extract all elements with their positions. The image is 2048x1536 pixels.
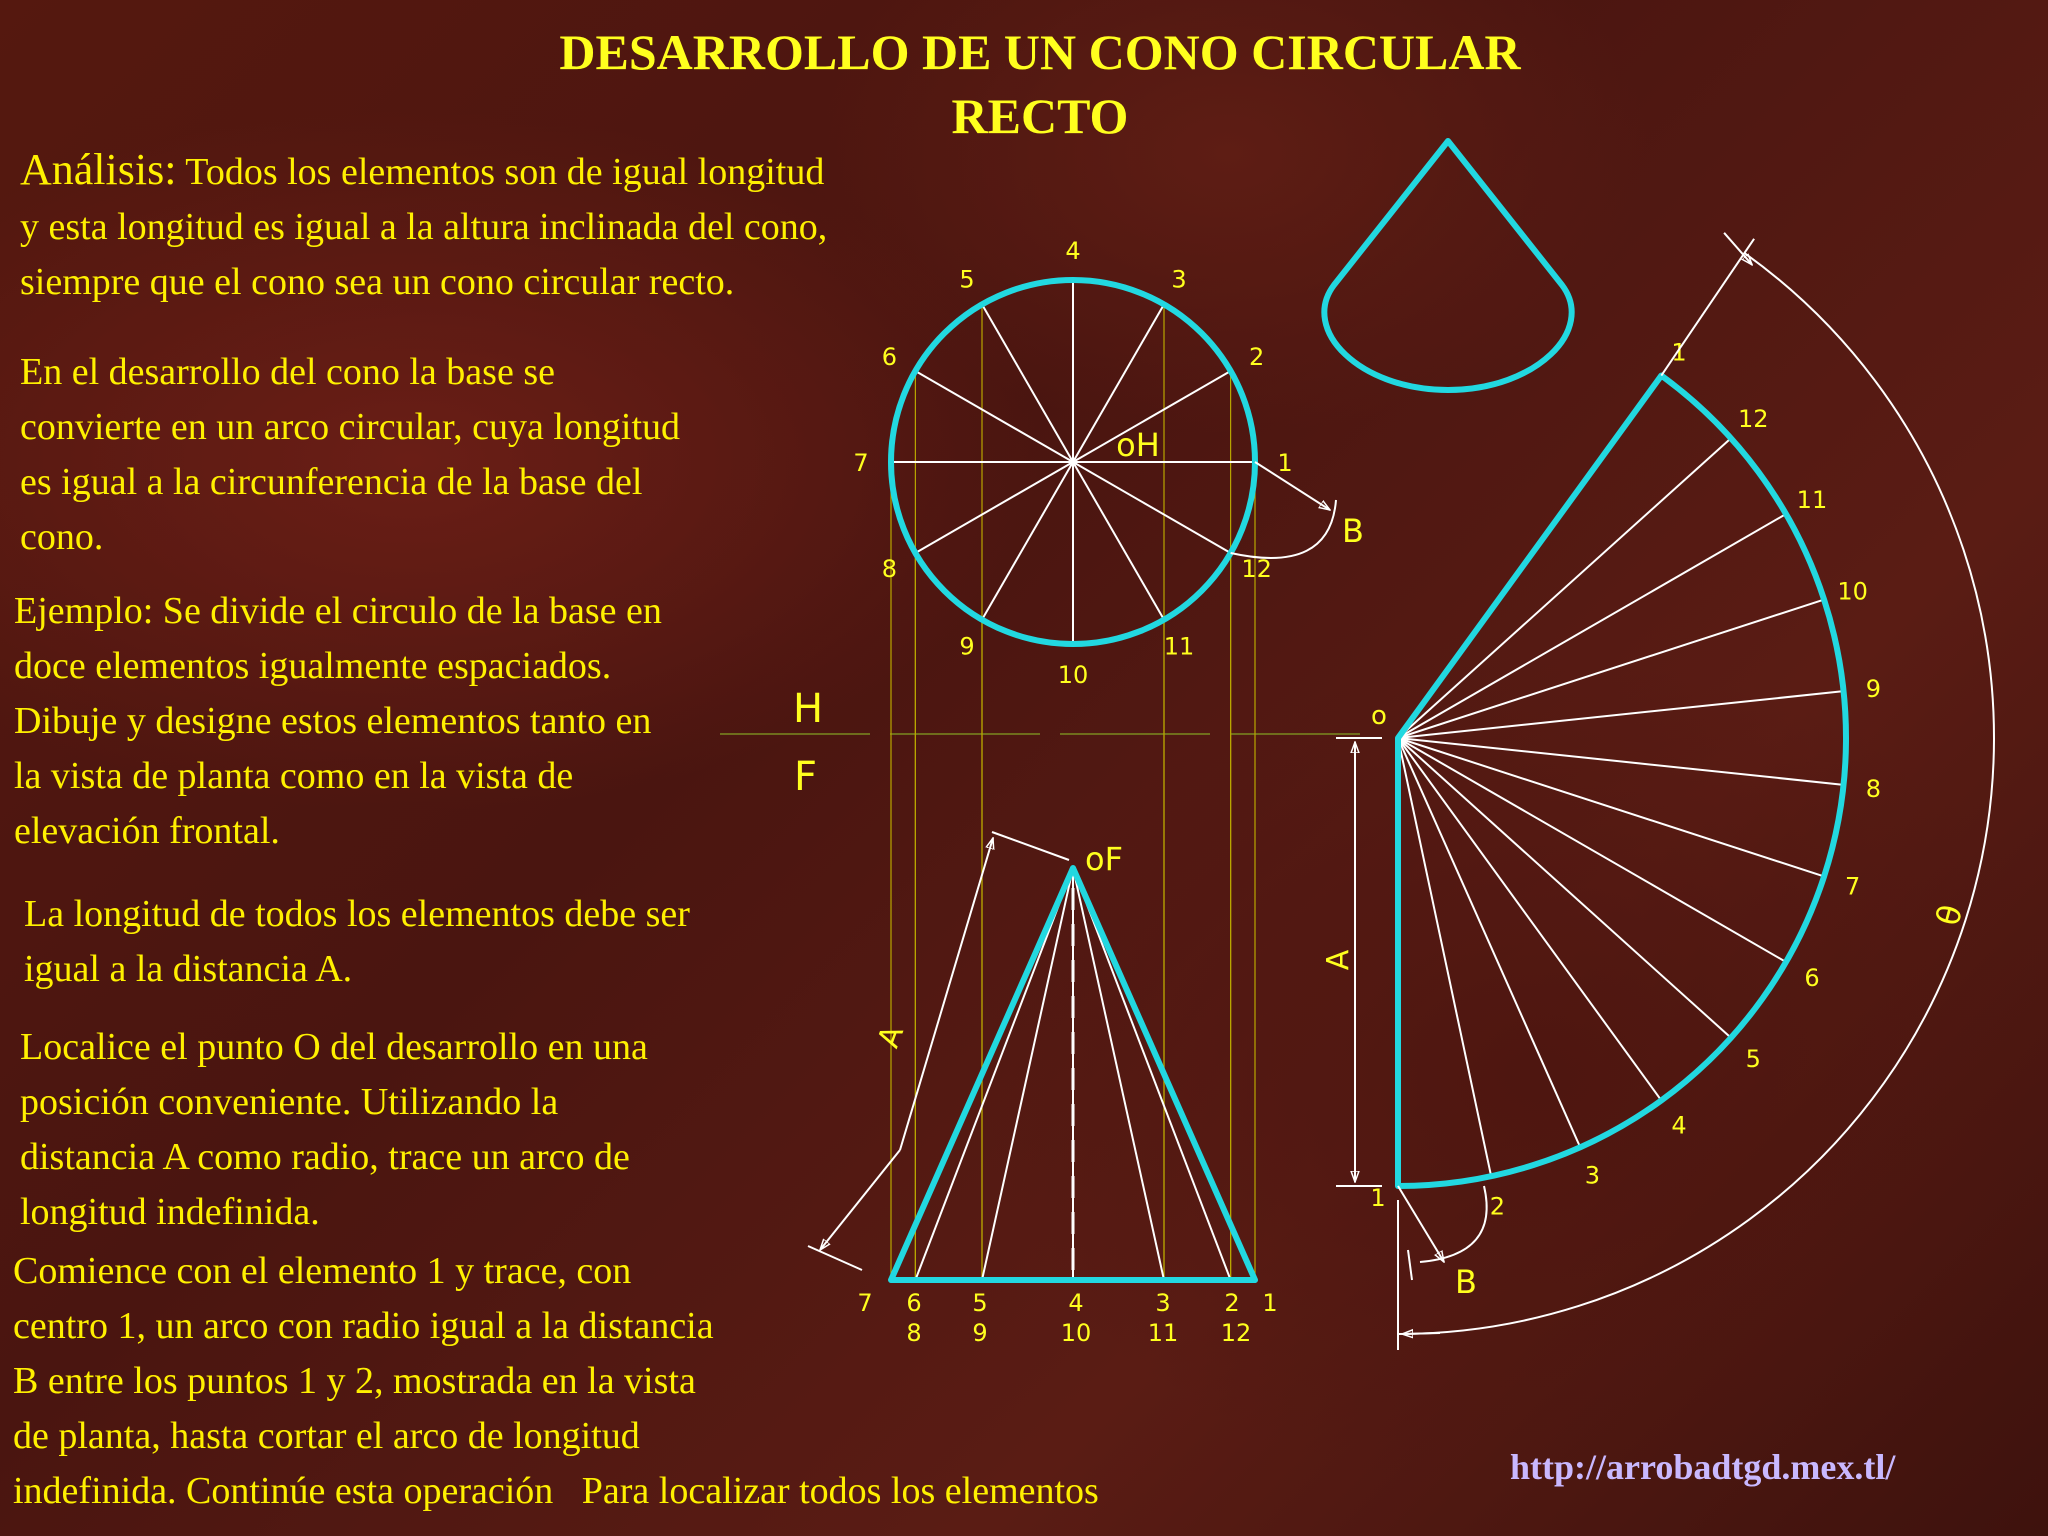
dev-element-line (1398, 691, 1844, 738)
p5-line-4: longitud indefinida. (20, 1191, 320, 1233)
cone-pictorial-outline (1324, 141, 1571, 390)
plan-point-label: 12 (1241, 555, 1272, 583)
dev-point-label: 8 (1865, 774, 1882, 803)
dev-origin-label: o (1371, 701, 1387, 731)
p2-line-2: convierte en un arco circular, cuya longitud (20, 406, 681, 448)
elev-apex-label: oF (1085, 840, 1123, 878)
dev-dim-b-arc (1420, 1186, 1487, 1262)
plan-point-label: 8 (881, 555, 898, 583)
dev-point-label: 12 (1737, 405, 1769, 434)
plan-point-label: 3 (1171, 265, 1187, 294)
dev-element-line (1398, 438, 1731, 738)
p3-line-5: elevación frontal. (14, 810, 280, 852)
plan-point-label: 7 (853, 449, 869, 477)
analysis-label: Análisis: (20, 145, 177, 194)
dev-point-label: 11 (1796, 486, 1828, 514)
plan-point-label: 6 (881, 343, 898, 371)
p6-line-1: Comience con el elemento 1 y trace, con (13, 1250, 632, 1292)
title-line-2: RECTO (951, 88, 1129, 144)
theta-arrow-bottom (1402, 1333, 1440, 1334)
elev-label-row1: 6 (906, 1289, 922, 1317)
theta-ext-top (1661, 239, 1754, 376)
dev-element-line (1398, 738, 1580, 1147)
analysis-line-2: y esta longitud es igual a la altura inclinada del cono, (20, 206, 828, 248)
dev-element-line (1398, 600, 1824, 738)
analysis-line-3: siempre que el cono sea un cono circular recto. (20, 261, 735, 303)
p2-line-4: cono. (20, 516, 104, 558)
dev-element-line (1398, 738, 1786, 962)
theta-arc (1398, 253, 1994, 1334)
plan-point-label: 9 (959, 632, 975, 661)
dev-element-line (1398, 738, 1731, 1038)
p3-line-1: Ejemplo: Se divide el circulo de la base en (14, 590, 662, 632)
view-label-h: H (793, 686, 824, 732)
dim-a-line-up (900, 838, 993, 1150)
dev-dim-b-label: B (1455, 1263, 1477, 1301)
dev-point-label: 4 (1671, 1111, 1687, 1140)
theta-label: θ (1928, 900, 1971, 930)
p3-line-4: la vista de planta como en la vista de (14, 755, 574, 797)
dev-point-label: 6 (1804, 964, 1820, 992)
dev-dim-a-label: A (1321, 949, 1356, 971)
elev-label-row2: 12 (1220, 1319, 1252, 1347)
elev-label-row2: 10 (1060, 1319, 1092, 1347)
elev-label-row2: 9 (972, 1319, 988, 1347)
dev-point-label: 10 (1837, 577, 1868, 606)
development-view (1321, 233, 1994, 1350)
dim-b-label-plan: B (1342, 512, 1364, 550)
elev-label-row1: 1 (1262, 1289, 1278, 1317)
dim-a-line-down (820, 1150, 900, 1250)
dev-point-label: 3 (1584, 1161, 1601, 1190)
dim-a-ext-top (992, 832, 1069, 860)
p5-line-1: Localice el punto O del desarrollo en una (20, 1026, 648, 1068)
p3-line-2: doce elementos igualmente espaciados. (14, 645, 612, 687)
elev-element-line (982, 868, 1073, 1280)
elev-element-line (1073, 868, 1164, 1280)
p6-line-5: indefinida. Continúe esta operación Para localizar todos los elementos (13, 1470, 1099, 1512)
plan-point-label: 1 (1277, 449, 1293, 477)
dev-point-label: 1 (1370, 1184, 1386, 1212)
elev-label-row1: 2 (1224, 1289, 1240, 1317)
dev-element-line (1398, 738, 1844, 785)
p4-line-2: igual a la distancia A. (24, 948, 353, 990)
elev-element-line (1073, 868, 1231, 1280)
plan-point-label: 4 (1065, 237, 1081, 265)
elev-label-row1: 4 (1068, 1289, 1084, 1317)
dev-sector-outline (1398, 376, 1846, 1186)
dev-point-label: 5 (1745, 1044, 1761, 1073)
title-line-1: DESARROLLO DE UN CONO CIRCULAR (559, 24, 1521, 80)
p3-line-3: Dibuje y designe estos elementos tanto en (14, 700, 652, 742)
p6-line-2: centro 1, un arco con radio igual a la distancia (13, 1305, 714, 1347)
elev-label-row2: 8 (906, 1319, 922, 1347)
plan-point-label: 10 (1057, 661, 1089, 689)
elev-label-row1: 3 (1155, 1289, 1171, 1317)
dev-point-label: 2 (1489, 1192, 1506, 1221)
plan-point-label: 5 (959, 265, 975, 294)
plan-center-label: oH (1116, 426, 1160, 464)
elevation-view (808, 832, 1278, 1347)
source-url-link[interactable]: http://arrobadtgd.mex.tl/ (1510, 1447, 1896, 1487)
dev-element-line (1398, 738, 1824, 876)
p6-line-4: de planta, hasta cortar el arco de longitud (13, 1415, 640, 1457)
dev-point-label: 9 (1865, 675, 1882, 704)
p6-line-3: B entre los puntos 1 y 2, mostrada en la vista (13, 1360, 696, 1402)
p5-line-2: posición conveniente. Utilizando la (20, 1081, 559, 1123)
elev-element-line (915, 868, 1073, 1280)
view-label-f: F (794, 754, 818, 800)
elev-label-row1: 7 (857, 1289, 873, 1317)
plan-view (853, 237, 1364, 1280)
plan-point-label: 11 (1163, 632, 1195, 661)
plan-point-label: 2 (1248, 343, 1265, 371)
dev-point-label: 1 (1671, 338, 1687, 367)
elev-label-row2: 11 (1147, 1319, 1179, 1347)
elev-label-row1: 5 (972, 1289, 988, 1317)
p5-line-3: distancia A como radio, trace un arco de (20, 1136, 630, 1178)
dev-point-label: 7 (1844, 872, 1861, 901)
dim-a-ext-bottom (808, 1246, 862, 1270)
dim-a-label-elev: A (871, 1021, 912, 1053)
dev-element-line (1398, 514, 1786, 738)
p2-line-1: En el desarrollo del cono la base se (20, 351, 555, 393)
dev-dim-b-tick (1408, 1250, 1412, 1280)
p2-line-3: es igual a la circunferencia de la base del (20, 461, 643, 503)
dev-dim-b-line (1398, 1186, 1444, 1262)
p4-line-1: La longitud de todos los elementos debe ser (24, 893, 690, 935)
analysis-line-1: Todos los elementos son de igual longitud (176, 151, 825, 193)
